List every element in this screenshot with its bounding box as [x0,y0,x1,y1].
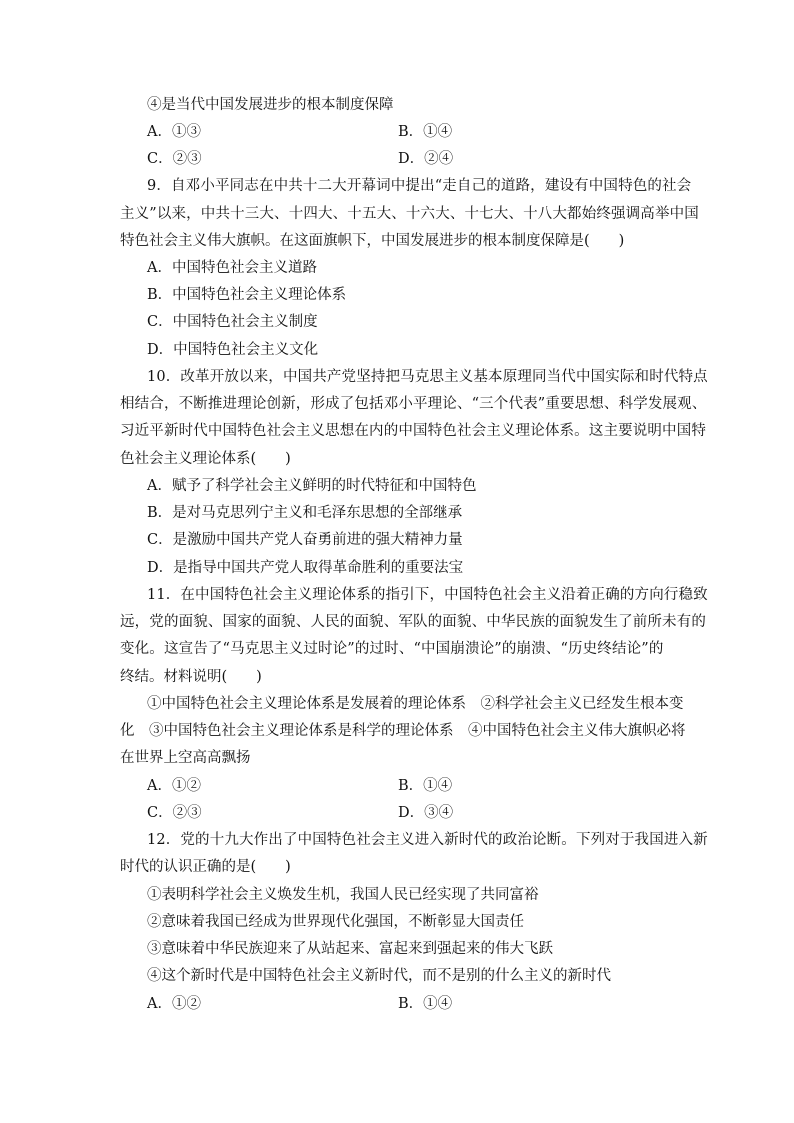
q12-option-a[interactable]: A．①② [147,996,201,1012]
q9-option-b[interactable]: B．中国特色社会主义理论体系 [147,287,347,303]
q11-stem-line-3: 变化。这宣告了“马克思主义过时论”的过时、“中国崩溃论”的崩溃、“历史终结论”的 [120,641,664,657]
q10-stem-line-4: 色社会主义理论体系( ) [120,451,291,467]
q9-stem-line-3: 特色社会主义伟大旗帜。在这面旗帜下，中国发展进步的根本制度保障是( ) [120,233,625,249]
q10-option-c[interactable]: C．是激励中国共产党人奋勇前进的强大精神力量 [147,532,463,548]
q8-option-d[interactable]: D．②④ [398,151,454,167]
q11-items-line-3: 在世界上空高高飘扬 [120,750,251,766]
q12-item-1: ①表明科学社会主义焕发生机，我国人民已经实现了共同富裕 [147,887,539,903]
q11-items-line-2: 化 ③中国特色社会主义理论体系是科学的理论体系 ④中国特色社会主义伟大旗帜必将 [120,723,686,739]
q11-stem-line-1: 11．在中国特色社会主义理论体系的指引下，中国特色社会主义沿着正确的方向行稳致 [147,587,708,603]
q9-option-a[interactable]: A．中国特色社会主义道路 [147,260,317,276]
q11-stem-line-4: 终结。材料说明( ) [120,669,262,685]
q10-option-b[interactable]: B．是对马克思列宁主义和毛泽东思想的全部继承 [147,505,463,521]
q12-stem-line-1: 12．党的十九大作出了中国特色社会主义进入新时代的政治论断。下列对于我国进入新 [147,832,708,848]
q11-option-a[interactable]: A．①② [147,778,201,794]
q11-option-d[interactable]: D．③④ [398,805,454,821]
q10-stem-line-3: 习近平新时代中国特色社会主义思想在内的中国特色社会主义理论体系。这主要说明中国特 [120,423,706,439]
q12-item-4: ④这个新时代是中国特色社会主义新时代，而不是别的什么主义的新时代 [147,968,611,984]
q8-option-b[interactable]: B．①④ [398,124,453,140]
q12-stem-line-2: 时代的认识正确的是( ) [120,859,291,875]
q10-stem-line-2: 相结合，不断推进理论创新，形成了包括邓小平理论、“三个代表”重要思想、科学发展观、 [120,396,707,412]
q9-stem-line-1: 9．自邓小平同志在中共十二大开幕词中提出“走自己的道路，建设有中国特色的社会 [147,178,692,194]
q9-option-d[interactable]: D．中国特色社会主义文化 [147,342,319,358]
q9-option-c[interactable]: C．中国特色社会主义制度 [147,314,318,330]
q12-item-3: ③意味着中华民族迎来了从站起来、富起来到强起来的伟大飞跃 [147,941,553,957]
q10-option-d[interactable]: D．是指导中国共产党人取得革命胜利的重要法宝 [147,560,464,576]
q9-stem-line-2: 主义”以来，中共十三大、十四大、十五大、十六大、十七大、十八大都始终强调高举中国 [120,206,699,222]
q11-option-b[interactable]: B．①④ [398,778,453,794]
q8-option-a[interactable]: A．①③ [147,124,201,140]
q12-option-b[interactable]: B．①④ [398,996,453,1012]
q12-item-2: ②意味着我国已经成为世界现代化强国，不断彰显大国责任 [147,914,524,930]
q10-stem-line-1: 10．改革开放以来，中国共产党坚持把马克思主义基本原理同当代中国实际和时代特点 [147,369,708,385]
q8-option-c[interactable]: C．②③ [147,151,202,167]
q8-item-4: ④是当代中国发展进步的根本制度保障 [147,97,394,113]
q11-stem-line-2: 远，党的面貌、国家的面貌、人民的面貌、军队的面貌、中华民族的面貌发生了前所未有的 [120,614,706,630]
q11-option-c[interactable]: C．②③ [147,805,202,821]
q10-option-a[interactable]: A．赋予了科学社会主义鲜明的时代特征和中国特色 [147,478,477,494]
q11-items-line-1: ①中国特色社会主义理论体系是发展着的理论体系 ②科学社会主义已经发生根本变 [147,696,684,712]
